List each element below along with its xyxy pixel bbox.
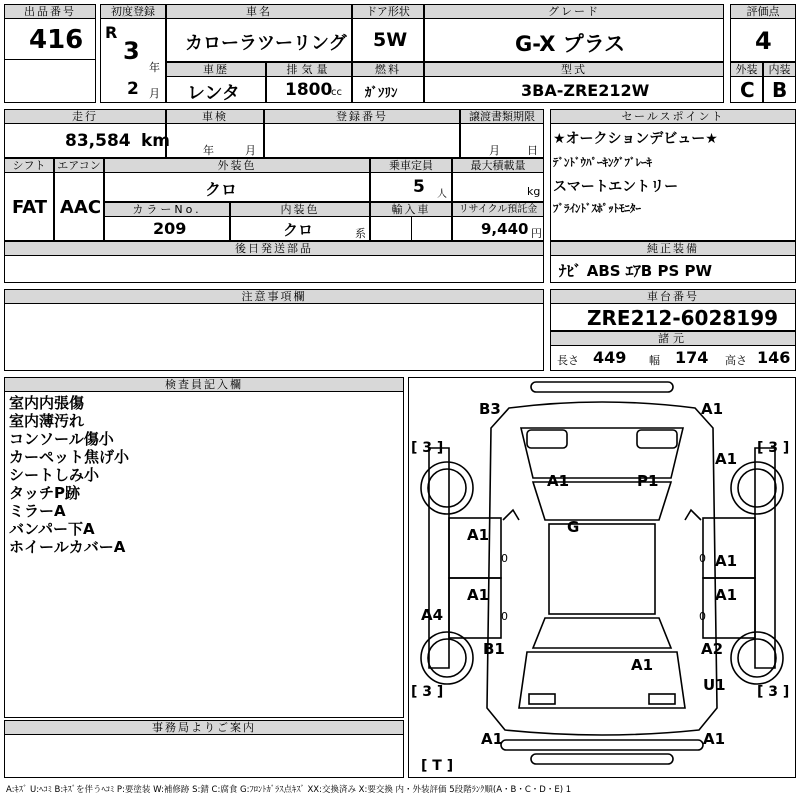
car-outline <box>409 378 795 777</box>
zero-l1: 0 <box>501 552 508 565</box>
fuel-cell <box>352 76 424 103</box>
bracket-t: [ T ] <box>421 758 454 774</box>
fuel: ｶﾞｿﾘﾝ <box>365 86 398 101</box>
displacement-cell <box>266 76 352 103</box>
color-no: 209 <box>153 219 187 238</box>
sales-point-2: ﾃﾞﾝﾄﾞｳﾊﾟｰｷﾝｸﾞﾌﾞﾚｰｷ <box>553 156 652 169</box>
bracket-top-right: [ 3 ] <box>757 440 790 456</box>
memo-line-4: カーペット焦げ小 <box>9 448 130 466</box>
ext-color: クロ <box>205 180 238 199</box>
aircon-label: エアコン <box>54 158 104 173</box>
car-name-cell <box>166 18 352 62</box>
length-label: 長さ <box>557 354 579 367</box>
lot-number-label: 出品番号 <box>4 4 96 19</box>
first-reg-month: 2 <box>127 79 139 99</box>
later-parts-cell <box>4 255 544 283</box>
damage-a1-top-right: A1 <box>701 400 724 418</box>
damage-a1-left-rear-door: A1 <box>467 586 490 604</box>
width-label: 幅 <box>649 354 660 367</box>
capacity-label: 乗車定員 <box>370 158 452 173</box>
memo-line-5: シートしみ小 <box>9 466 100 484</box>
exterior-score: C <box>740 78 755 102</box>
max-load-cell <box>452 172 544 202</box>
damage-a1-right-rear-door: A1 <box>715 586 738 604</box>
transfer-day-unit: 日 <box>527 144 538 157</box>
equipment-cell <box>550 255 796 283</box>
height-label: 高さ <box>725 354 747 367</box>
sales-points-cell <box>550 123 796 241</box>
recycle-label: リサイクル預託金 <box>452 202 544 217</box>
damage-a2: A2 <box>701 640 724 658</box>
score-label: 評価点 <box>730 4 796 19</box>
exterior-cell <box>730 76 763 103</box>
sales-point-4: ﾌﾞﾗｲﾝﾄﾞｽﾎﾟｯﾄﾓﾆﾀｰ <box>553 202 641 215</box>
capacity-cell <box>370 172 452 202</box>
int-color-unit: 系 <box>355 227 366 240</box>
shift: FAT <box>12 197 48 218</box>
lot-number: 416 <box>29 25 84 55</box>
door-label: ドア形状 <box>352 4 424 19</box>
fuel-label: 燃料 <box>352 62 424 77</box>
model-cell <box>424 76 724 103</box>
score: 4 <box>755 27 772 55</box>
recycle: 9,440 <box>481 220 529 238</box>
first-reg-cell <box>100 18 166 103</box>
height: 146 <box>757 348 791 367</box>
width: 174 <box>675 348 709 367</box>
chassis-number: ZRE212-6028199 <box>587 306 779 330</box>
door-type: 5W <box>373 29 408 51</box>
memo-line-8: バンパー下A <box>9 520 95 538</box>
damage-a1-right-front-door: A1 <box>715 552 738 570</box>
memo-line-6: タッチP跡 <box>9 484 80 502</box>
mileage: 83,584 <box>65 131 131 151</box>
damage-a1-trunk: A1 <box>631 656 654 674</box>
mileage-label: 走行 <box>4 109 166 124</box>
sales-point-3: スマートエントリー <box>553 179 679 195</box>
reg-number-cell <box>264 123 460 158</box>
exterior-label: 外装 <box>730 62 763 77</box>
office-cell <box>4 734 404 778</box>
shift-label: シフト <box>4 158 54 173</box>
bracket-bottom-left: [ 3 ] <box>411 684 444 700</box>
damage-a1-right-front-wheel: A1 <box>715 450 738 468</box>
equipment-label: 純正装備 <box>550 241 796 256</box>
memo-line-1: 室内内張傷 <box>9 394 85 412</box>
history: レンタ <box>187 83 240 104</box>
lot-number-cell <box>4 18 96 60</box>
int-color-label: 内装色 <box>230 202 370 217</box>
transfer-month-unit: 月 <box>489 144 500 157</box>
displacement: 1800 <box>285 80 333 100</box>
memo-line-3: コンソール傷小 <box>9 430 114 448</box>
recycle-cell <box>452 216 544 241</box>
import-divider <box>411 216 412 241</box>
max-load-unit: kg <box>527 185 541 198</box>
memo-line-7: ミラーA <box>9 502 66 520</box>
damage-p1: P1 <box>637 472 659 490</box>
grade: G-X プラス <box>515 32 626 56</box>
color-no-label: カラーNo. <box>104 202 230 217</box>
inspector-cell <box>4 391 404 718</box>
interior-score: B <box>772 78 788 102</box>
mileage-cell <box>4 123 171 158</box>
lot-number-blank <box>4 59 96 103</box>
car-diagram <box>408 377 796 778</box>
inspection-label: 車検 <box>166 109 264 124</box>
sales-point-1: ★オークションデビュー★ <box>553 131 718 147</box>
score-cell <box>730 18 796 62</box>
shift-cell <box>4 172 54 241</box>
year-unit: 年 <box>149 61 160 74</box>
aircon-cell <box>54 172 104 241</box>
damage-a1-left-front-door: A1 <box>467 526 490 544</box>
damage-b3: B3 <box>479 400 501 418</box>
reg-number-label: 登録番号 <box>264 109 460 124</box>
damage-a1-bottom-right: A1 <box>703 730 726 748</box>
damage-a4: A4 <box>421 606 444 624</box>
inspection-cell <box>166 123 264 158</box>
chassis-label: 車台番号 <box>550 289 796 304</box>
ext-color-cell <box>104 172 370 202</box>
door-cell <box>352 18 424 62</box>
bracket-bottom-right: [ 3 ] <box>757 684 790 700</box>
transfer-label: 譲渡書類期限 <box>460 109 544 124</box>
damage-a1-bottom-left: A1 <box>481 730 504 748</box>
equipment: ﾅﾋﾞ ABS ｴｱB PS PW <box>559 262 713 280</box>
bracket-top-left: [ 3 ] <box>411 440 444 456</box>
length: 449 <box>593 348 627 367</box>
int-color: クロ <box>283 221 314 239</box>
recycle-unit: 円 <box>531 227 542 240</box>
first-reg-label: 初度登録 <box>100 4 166 19</box>
import-label: 輸入車 <box>370 202 452 217</box>
interior-label: 内装 <box>763 62 796 77</box>
displacement-label: 排気量 <box>266 62 352 77</box>
zero-l2: 0 <box>501 610 508 623</box>
damage-b1: B1 <box>483 640 505 658</box>
inspector-label: 検査員記入欄 <box>4 377 404 392</box>
inspection-month-unit: 月 <box>245 144 256 157</box>
model-label: 型式 <box>424 62 724 77</box>
specs-cell <box>550 345 796 371</box>
capacity-unit: 人 <box>437 189 447 200</box>
month-unit: 月 <box>149 87 160 100</box>
int-color-cell <box>230 216 370 241</box>
first-reg-year: 3 <box>123 37 140 65</box>
aircon: AAC <box>60 197 102 218</box>
zero-r1: 0 <box>699 552 706 565</box>
km-unit: km <box>141 131 171 151</box>
cc-unit: cc <box>331 87 342 98</box>
transfer-cell <box>460 123 544 158</box>
car-name-label: 車名 <box>166 4 352 19</box>
inspection-year-unit: 年 <box>203 144 214 157</box>
grade-cell <box>424 18 724 62</box>
notes-label: 注意事項欄 <box>4 289 544 304</box>
capacity: 5 <box>413 177 425 197</box>
ext-color-label: 外装色 <box>104 158 370 173</box>
damage-g: G <box>567 518 580 536</box>
memo-line-9: ホイールカバーA <box>9 538 126 556</box>
history-label: 車歴 <box>166 62 266 77</box>
memo-line-2: 室内薄汚れ <box>9 412 85 430</box>
era: R <box>105 23 118 42</box>
zero-r2: 0 <box>699 610 706 623</box>
grade-label: グレード <box>424 4 724 19</box>
color-no-cell <box>104 216 230 241</box>
damage-u1: U1 <box>703 676 726 694</box>
sales-points-label: セールスポイント <box>550 109 796 124</box>
model: 3BA-ZRE212W <box>521 81 650 100</box>
damage-a1-hood-left: A1 <box>547 472 570 490</box>
car-name: カローラツーリング <box>185 33 347 54</box>
later-parts-label: 後日発送部品 <box>4 241 544 256</box>
interior-cell <box>763 76 796 103</box>
specs-label: 諸元 <box>550 331 796 346</box>
max-load-label: 最大積載量 <box>452 158 544 173</box>
history-cell <box>166 76 266 103</box>
office-label: 事務局よりご案内 <box>4 720 404 735</box>
chassis-cell <box>550 303 796 331</box>
notes-cell <box>4 303 544 371</box>
legend: A:ｷｽﾞ U:ﾍｺﾐ B:ｷｽﾞを伴うﾍｺﾐ P:要塗装 W:補修跡 S:錆 C:腐食 G:ﾌﾛﾝﾄｶﾞﾗｽ点ｷｽﾞ XX:交換済み X:要交換 内・外装評価 5段階ﾗﾝｸ順(A・B・C・D・E) 1 <box>6 785 572 795</box>
